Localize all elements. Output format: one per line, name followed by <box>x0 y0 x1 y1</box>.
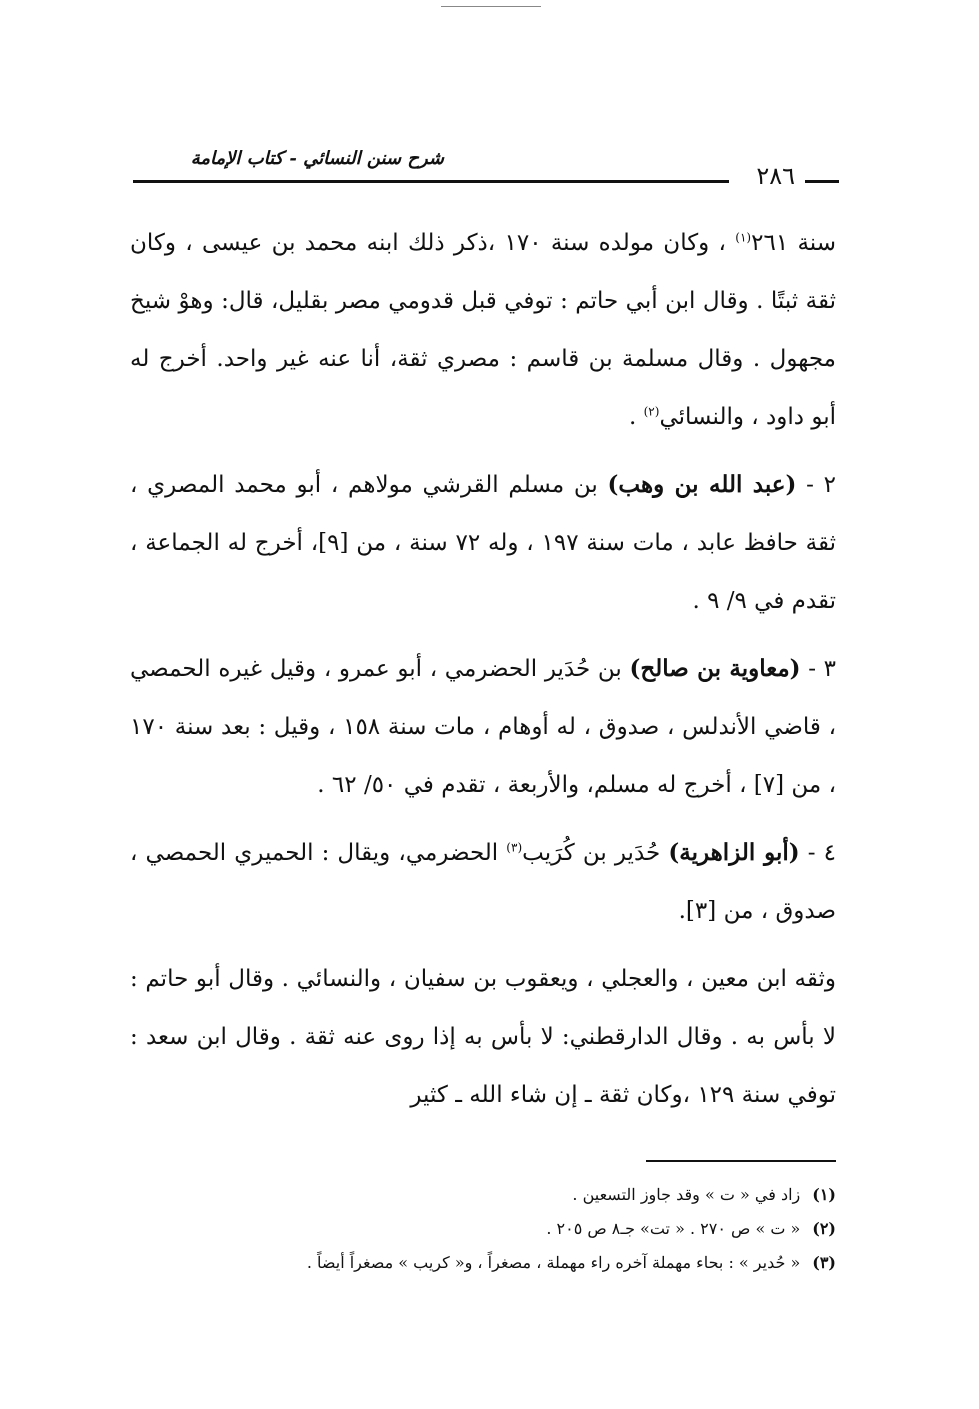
narrator-name: (عبد الله بن وهب) <box>607 471 797 498</box>
page-number: ٢٨٦ <box>756 162 795 190</box>
narrator-entry-2 <box>130 456 836 630</box>
paragraph-text: ، وكان مولده سنة ١٧٠ ،ذكر ذلك ابنه محمد بن عيسى ، وكان ثقة ثبتًا . وقال ابن أبي حاتم : توفي قبل قدومي مصر بقليل، قال: وهوْ شيخ مجهول . وقال مسلمة بن قاسم : مصري ثقة، أنا عنه غير واحد. أخرج له أبو داود ، والنسائي <box>130 230 836 430</box>
footnote-number: (١) <box>812 1185 836 1204</box>
header-rule <box>133 180 729 183</box>
paragraph-text: . <box>628 404 637 430</box>
narrator-name: (معاوية بن صالح) <box>629 655 801 682</box>
footnote-1 <box>130 1178 836 1212</box>
narrator-entry-3 <box>130 640 836 814</box>
narrator-name: (أبو الزاهرية) <box>668 839 800 866</box>
entry-text: بن مسلم القرشي مولاهم ، أبو محمد المصري ، ثقة حافظ عابد ، مات سنة ١٩٧ ، وله ٧٢ سنة ، من [٩]، أخرج له الجماعة ، تقدم في ٩/ ٩ . <box>130 472 836 614</box>
page-header <box>133 140 839 198</box>
paragraph-5 <box>130 950 836 1124</box>
footnote-text: « حُدير » : بحاء مهملة آخره راء مهملة ، مصغراً ، و« كريب » مصغراً أيضاً . <box>306 1253 801 1272</box>
entry-number: ٣ - <box>808 656 837 682</box>
paragraph-1 <box>130 214 836 446</box>
footnote-separator <box>646 1160 836 1162</box>
page-number-dash <box>805 180 839 183</box>
footnote-number: (٢) <box>812 1219 836 1238</box>
narrator-entry-4 <box>130 824 836 940</box>
footnote-marker: (٣) <box>506 840 523 855</box>
top-edge-rule <box>441 6 541 7</box>
running-title: شرح سنن النسائي - كتاب الإمامة <box>190 148 444 169</box>
entry-text: حُدَير بن كُرَيب <box>522 840 661 866</box>
footnote-text: « ت » ص ٢٧٠ . « تت» جـ٨ ص ٢٠٥ . <box>546 1219 801 1238</box>
paragraph-text: سنة ٢٦١ <box>751 230 837 256</box>
footnote-marker: (١) <box>735 230 752 245</box>
footnote-marker: (٢) <box>643 404 660 419</box>
footnotes <box>130 1178 836 1280</box>
entry-number: ٢ - <box>806 472 836 498</box>
footnote-2 <box>130 1212 836 1246</box>
main-text <box>130 214 836 1124</box>
footnote-number: (٣) <box>812 1253 836 1272</box>
entry-text: الحضرمي، ويقال : الحميري الحمصي ، صدوق ، من [٣]. <box>130 840 836 924</box>
entry-text: بن حُدَير الحضرمي ، أبو عمرو ، وقيل غيره الحمصي ، قاضي الأندلس ، صدوق ، له أوهام ، مات سنة ١٥٨ ، وقيل : بعد سنة ١٧٠ ، من [٧] ، أخرج له مسلم، والأربعة ، تقدم في ٥٠/ ٦٢ . <box>130 656 836 798</box>
footnote-text: زاد في « ت » وقد جاوز التسعين . <box>572 1185 801 1204</box>
paragraph-text: وثقه ابن معين ، والعجلي ، ويعقوب بن سفيان ، والنسائي . وقال أبو حاتم : لا بأس به . وقال الدارقطني: لا بأس به إذا روى عنه ثقة . وقال ابن سعد : توفي سنة ١٢٩ ،وكان ثقة ـ إن شاء الله ـ كثير <box>130 966 836 1108</box>
footnote-3 <box>130 1246 836 1280</box>
entry-number: ٤ - <box>807 840 837 866</box>
